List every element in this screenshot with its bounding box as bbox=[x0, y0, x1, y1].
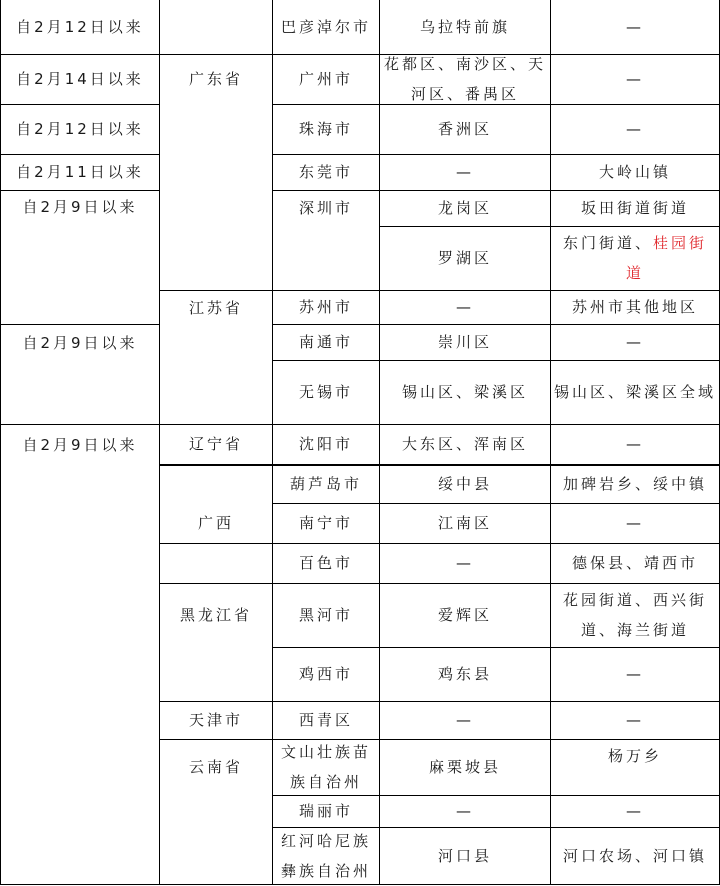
row-divider bbox=[272, 324, 720, 325]
district-cell: — bbox=[456, 163, 474, 181]
subarea-text: 东门街道、 bbox=[562, 234, 653, 252]
date-cell: 自2月14日以来 bbox=[16, 70, 144, 88]
city-cell: 苏州市 bbox=[298, 298, 353, 316]
province-cell: 云南省 bbox=[188, 758, 243, 776]
city-cell: 广州市 bbox=[298, 70, 353, 88]
row-divider bbox=[159, 583, 720, 584]
city-cell: 沈阳市 bbox=[298, 435, 353, 453]
date-cell: 自2月11日以来 bbox=[16, 163, 144, 181]
district-cell: 香洲区 bbox=[437, 120, 492, 138]
city-cell: 巴彦淖尔市 bbox=[280, 18, 371, 36]
district-cell: — bbox=[456, 298, 474, 316]
column-divider bbox=[550, 0, 551, 885]
row-divider bbox=[0, 54, 720, 55]
city-cell: 葫芦岛市 bbox=[289, 474, 362, 493]
city-cell: 无锡市 bbox=[298, 383, 353, 401]
province-cell: 天津市 bbox=[188, 711, 243, 729]
column-divider bbox=[159, 0, 160, 885]
district-cell: 锡山区、梁溪区 bbox=[401, 383, 528, 401]
city-cell: 西青区 bbox=[298, 711, 353, 729]
city-cell: 文山壮族苗族自治州 bbox=[280, 743, 371, 791]
city-cell: 黑河市 bbox=[298, 606, 353, 624]
date-cell: 自2月12日以来 bbox=[16, 120, 144, 138]
province-cell: 广东省 bbox=[188, 70, 243, 88]
city-cell: 深圳市 bbox=[298, 199, 353, 217]
row-divider bbox=[272, 154, 720, 155]
row-divider bbox=[0, 424, 720, 425]
subarea-cell: — bbox=[626, 802, 644, 820]
district-cell: — bbox=[456, 802, 474, 820]
date-cell: 自2月9日以来 bbox=[22, 334, 138, 352]
row-divider bbox=[159, 739, 720, 740]
row-divider-thick bbox=[159, 464, 720, 466]
subarea-cell: 坂田街道街道 bbox=[580, 199, 689, 217]
row-divider bbox=[159, 543, 720, 544]
subarea-cell: 杨万乡 bbox=[607, 747, 662, 765]
row-divider bbox=[159, 290, 720, 291]
district-cell: 河口县 bbox=[437, 847, 492, 865]
district-cell: 爱辉区 bbox=[437, 606, 492, 624]
city-cell: 珠海市 bbox=[298, 120, 353, 138]
city-cell: 百色市 bbox=[298, 554, 353, 572]
district-cell: — bbox=[456, 554, 474, 572]
row-divider bbox=[0, 190, 160, 191]
district-cell: 崇川区 bbox=[437, 333, 492, 351]
province-cell: 江苏省 bbox=[188, 299, 243, 317]
subarea-cell: 锡山区、梁溪区全域 bbox=[554, 383, 717, 401]
row-divider bbox=[0, 154, 160, 155]
district-cell: 乌拉特前旗 bbox=[419, 18, 510, 36]
subarea-cell: 大岭山镇 bbox=[598, 163, 671, 181]
subarea-cell bbox=[551, 226, 719, 290]
row-divider bbox=[272, 503, 720, 504]
row-divider bbox=[272, 795, 720, 796]
date-cell: 自2月9日以来 bbox=[22, 198, 138, 216]
city-cell: 南通市 bbox=[298, 333, 353, 351]
subarea-cell: — bbox=[626, 711, 644, 729]
subarea-cell: 花园街道、西兴街道、海兰街道 bbox=[562, 591, 707, 639]
province-cell: 辽宁省 bbox=[188, 435, 243, 453]
district-cell: 鸡东县 bbox=[437, 665, 492, 683]
date-cell: 自2月9日以来 bbox=[22, 436, 138, 454]
district-cell: 江南区 bbox=[437, 514, 492, 532]
city-cell: 红河哈尼族彝族自治州 bbox=[280, 832, 371, 880]
city-cell: 鸡西市 bbox=[298, 665, 353, 683]
subarea-cell: — bbox=[626, 435, 644, 453]
district-cell: 龙岗区 bbox=[437, 199, 492, 217]
row-divider bbox=[159, 701, 720, 702]
subarea-cell: 苏州市其他地区 bbox=[571, 298, 698, 316]
subarea-highlight: 桂园街道 bbox=[625, 234, 708, 282]
province-cell: 黑龙江省 bbox=[179, 606, 252, 624]
subarea-cell: — bbox=[626, 333, 644, 351]
row-divider bbox=[272, 190, 720, 191]
subarea-cell: — bbox=[626, 18, 644, 36]
column-divider bbox=[272, 0, 273, 885]
district-cell: 大东区、浑南区 bbox=[401, 435, 528, 453]
subarea-cell: 德保县、靖西市 bbox=[571, 554, 698, 572]
district-cell: — bbox=[456, 711, 474, 729]
row-divider bbox=[379, 226, 720, 227]
district-cell: 花都区、南沙区、天河区、番禺区 bbox=[383, 55, 546, 103]
province-cell: 广西 bbox=[197, 514, 234, 532]
district-cell: 罗湖区 bbox=[437, 249, 492, 267]
column-divider bbox=[379, 0, 380, 885]
row-divider bbox=[0, 104, 160, 105]
city-cell: 南宁市 bbox=[298, 514, 353, 532]
row-divider bbox=[0, 324, 160, 325]
subarea-cell: — bbox=[626, 70, 644, 88]
row-divider bbox=[272, 827, 720, 828]
date-cell: 自2月12日以来 bbox=[16, 18, 144, 36]
table-border bbox=[0, 0, 1, 885]
city-cell: 东莞市 bbox=[298, 163, 353, 181]
subarea-cell: — bbox=[626, 514, 644, 532]
subarea-cell: 加碑岩乡、绥中镇 bbox=[562, 474, 707, 493]
row-divider bbox=[272, 647, 720, 648]
subarea-cell: 河口农场、河口镇 bbox=[562, 847, 707, 865]
district-cell: 绥中县 bbox=[437, 474, 492, 493]
city-cell: 瑞丽市 bbox=[298, 802, 353, 820]
district-cell: 麻栗坡县 bbox=[428, 758, 501, 776]
row-divider bbox=[272, 104, 720, 105]
row-divider bbox=[272, 360, 720, 361]
subarea-cell: — bbox=[626, 665, 644, 683]
subarea-cell: — bbox=[626, 120, 644, 138]
